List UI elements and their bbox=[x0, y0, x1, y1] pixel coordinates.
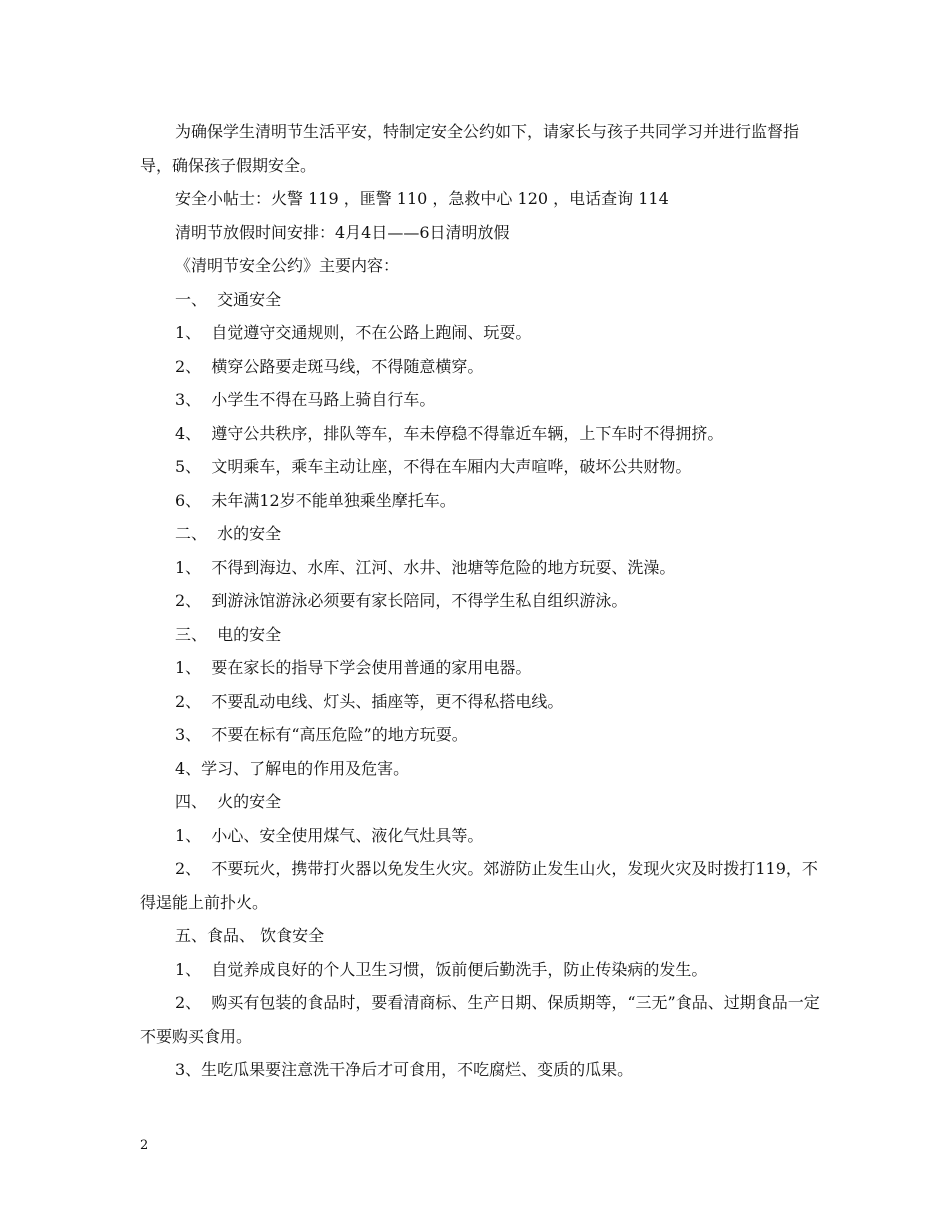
paragraph: 5、 文明乘车，乘车主动让座，不得在车厢内大声喧哗，破坏公共财物。 bbox=[175, 457, 692, 476]
paragraph: 二、 水的安全 bbox=[175, 524, 282, 543]
paragraph: 1、 要在家长的指导下学会使用普通的家用电器。 bbox=[175, 658, 532, 677]
paragraph: 1、 自觉养成良好的个人卫生习惯，饭前便后勤洗手，防止传染病的发生。 bbox=[175, 959, 708, 979]
paragraph: 《清明节安全公约》主要内容： bbox=[175, 256, 400, 275]
page-number: 2 bbox=[140, 1138, 149, 1153]
paragraph: 安全小帖士：火警 119 ，匪警 110 ，急救中心 120 ，电话查询 114 bbox=[175, 189, 669, 208]
paragraph: 6、 未年满12岁不能单独乘坐摩托车。 bbox=[175, 490, 456, 510]
paragraph: 2、 到游泳馆游泳必须要有家长陪同，不得学生私自组织游泳。 bbox=[175, 591, 628, 610]
paragraph: 3、生吃瓜果要注意洗干净后才可食用，不吃腐烂、变质的瓜果。 bbox=[175, 1060, 634, 1079]
document-body bbox=[140, 115, 830, 1087]
paragraph: 1、 自觉遵守交通规则，不在公路上跑闹、玩耍。 bbox=[175, 323, 532, 342]
paragraph: 2、 购买有包装的食品时，要看清商标、生产日期、保质期等，“三无”食品、过期食品一定不要购买食用。 bbox=[140, 993, 820, 1046]
paragraph: 2、 不要玩火，携带打火器以免发生火灾。郊游防止发生山火，发现火灾及时拨打119，不得逞能上前扑火。 bbox=[140, 859, 818, 912]
paragraph: 五、食品、 饮食安全 bbox=[175, 926, 325, 945]
paragraph: 2、 横穿公路要走斑马线，不得随意横穿。 bbox=[175, 356, 484, 376]
paragraph: 3、 不要在标有“高压危险”的地方玩耍。 bbox=[175, 725, 468, 744]
paragraph: 三、 电的安全 bbox=[175, 624, 282, 644]
paragraph: 四、 火的安全 bbox=[175, 792, 282, 811]
paragraph: 1、 不得到海边、水库、江河、水井、池塘等危险的地方玩耍、洗澡。 bbox=[175, 557, 676, 577]
paragraph: 清明节放假时间安排：4月4日——6日清明放假 bbox=[175, 222, 510, 242]
paragraph: 1、 小心、安全使用煤气、液化气灶具等。 bbox=[175, 825, 484, 845]
paragraph: 4、学习、了解电的作用及危害。 bbox=[175, 758, 410, 778]
paragraph: 一、 交通安全 bbox=[175, 289, 282, 309]
paragraph: 为确保学生清明节生活平安，特制定安全公约如下，请家长与孩子共同学习并进行监督指导，确保孩子假期安全。 bbox=[140, 122, 800, 175]
paragraph: 2、 不要乱动电线、灯头、插座等，更不得私搭电线。 bbox=[175, 691, 564, 711]
paragraph: 3、 小学生不得在马路上骑自行车。 bbox=[175, 390, 436, 409]
paragraph: 4、 遵守公共秩序，排队等车，车未停稳不得靠近车辆，上下车时不得拥挤。 bbox=[175, 423, 724, 443]
